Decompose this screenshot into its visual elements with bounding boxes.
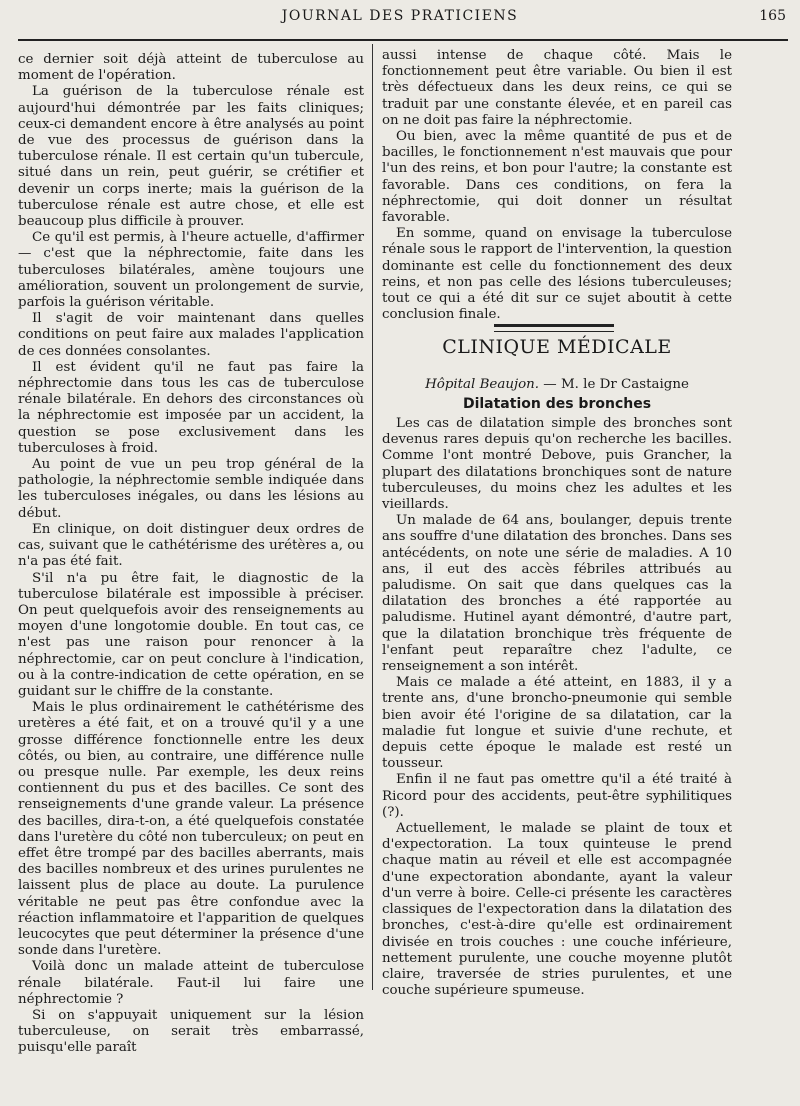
paragraph: Les cas de dilatation simple des bronches sont devenus rares depuis qu'on recherche les bacilles. Comme l'ont montré Debove, puis Grancher, la plupart des dilatations bronchiques sont de nature tuberculeuses, du moins chez les adultes et les vieillards. (382, 416, 732, 513)
paragraph: Mais le plus ordinairement le cathétérisme des uretères a été fait, et on a trouvé qu'il y a une grosse différence fonctionnelle entre les deux côtés, ou bien, au contraire, une différence nulle ou presque nulle. Par exemple, les deux reins contiennent du pus et des bacilles. Ce sont des renseignements d'une grande valeur. La présence des bacilles, dira-t-on, a été quelquefois constatée dans l'uretère du côté non tuberculeux; on peut en effet être trompé par des bacilles aberrants, mais des bacilles nombreux et des urines purulentes ne laissent plus de place au doute. La purulence véritable ne peut pas être confondue avec la réaction inflammatoire et l'apparition de quelques leucocytes que peut déterminer la présence d'une sonde dans l'uretère. (18, 700, 364, 959)
paragraph: Actuellement, le malade se plaint de toux et d'expectoration. La toux quinteuse le prend chaque matin au réveil et elle est accompagnée d'une expectoration abondante, ayant la valeur d'un verre à boire. Celle-ci présente les caractères classiques de l'expectoration dans la dilatation des bronches, c'est-à-dire qu'elle est ordinairement divisée en trois couches : une couche inférieure, nettement purulente, une couche moyenne plutôt claire, traversée de stries purulentes, et une couche supérieure spumeuse. (382, 821, 732, 999)
author: — M. le Dr Castaigne (539, 377, 689, 392)
paragraph: La guérison de la tuberculose rénale est aujourd'hui démontrée par les faits cliniques; ceux-ci demandent encore à être analysés au point de vue des processus de guérison dans la tuberculose rénale. Il est certain qu'un tubercule, situé dans un rein, peut guérir, se crétifier et devenir un corps inerte; mais la guérison de la tuberculose rénale est autre chose, et elle est beaucoup plus difficile à prouver. (18, 84, 364, 230)
running-header (0, 8, 800, 32)
paragraph: Il est évident qu'il ne faut pas faire la néphrectomie dans tous les cas de tuberculose rénale bilatérale. En dehors des circonstances où la néphrectomie est imposée par un accident, la question se pose exclusivement dans les tuberculoses à froid. (18, 359, 364, 456)
column-divider (372, 44, 373, 990)
section-title: CLINIQUE MÉDICALE (442, 336, 672, 358)
left-column (18, 52, 364, 1057)
paragraph: aussi intense de chaque côté. Mais le fonctionnement peut être variable. Ou bien il est très défectueux dans les deux reins, ce qui se traduit par une constante élevée, et en pareil cas on ne doit pas faire la néphrectomie. (382, 48, 732, 128)
header-rule (18, 39, 788, 41)
paragraph: En clinique, on doit distinguer deux ordres de cas, suivant que le cathétérisme des urétères a, ou n'a pas été fait. (18, 521, 364, 570)
right-column-bottom (382, 416, 732, 999)
journal-title: JOURNAL DES PRATICIENS (281, 8, 519, 24)
paragraph: ce dernier soit déjà atteint de tuberculose au moment de l'opération. (18, 52, 364, 84)
paragraph: Enfin il ne faut pas omettre qu'il a été traité à Ricord pour des accidents, peut-être syphilitiques (?). (382, 772, 732, 820)
paragraph: S'il n'a pu être fait, le diagnostic de la tuberculose bilatérale est impossible à préciser. On peut quelquefois avoir des renseignements au moyen d'une longotomie double. En tout cas, ce n'est pas une raison pour renoncer à la néphrectomie, car on peut conclure à l'indication, ou à la contre-indication de cette opération, en se guidant sur le chiffre de la constante. (18, 570, 364, 699)
page-number: 165 (759, 8, 786, 24)
article-title: Dilatation des bronches (462, 396, 652, 412)
paragraph: Si on s'appuyait uniquement sur la lésion tuberculeuse, on serait très embarrassé, puisqu'elle paraît (18, 1007, 364, 1056)
section-divider (494, 324, 614, 332)
paragraph: Ce qu'il est permis, à l'heure actuelle, d'affirmer — c'est que la néphrectomie, faite dans les tuberculoses bilatérales, amène toujours une amélioration, souvent un prolongement de survie, parfois la guérison véritable. (18, 230, 364, 311)
paragraph: Un malade de 64 ans, boulanger, depuis trente ans souffre d'une dilatation des bronches. Dans ses antécédents, on note une série de maladies. A 10 ans, il eut des accès fébriles attribués au paludisme. On sait que dans quelques cas la dilatation des bronches a été rapportée au paludisme. Hutinel ayant démontré, d'autre part, que la dilatation bronchique très fréquente de l'enfant peut reparaître chez l'adulte, ce renseignement a son intérêt. (382, 513, 732, 675)
paragraph: Voilà donc un malade atteint de tuberculose rénale bilatérale. Faut-il lui faire une néphrectomie ? (18, 959, 364, 1007)
paragraph: Il s'agit de voir maintenant dans quelles conditions on peut faire aux malades l'application de ces données consolantes. (18, 311, 364, 359)
paragraph: En somme, quand on envisage la tuberculose rénale sous le rapport de l'intervention, la question dominante est celle du fonctionnement des deux reins, et non pas celle des lésions tuberculeuses; tout ce qui a été dit sur ce sujet aboutit à cette conclusion finale. (382, 226, 732, 323)
paragraph: Mais ce malade a été atteint, en 1883, il y a trente ans, d'une broncho-pneumonie qui semble bien avoir été l'origine de sa dilatation, car la maladie fut longue et suivie d'une rechute, et depuis cette époque le malade est resté un tousseur. (382, 675, 732, 772)
right-column-top (382, 48, 732, 323)
paragraph: Ou bien, avec la même quantité de pus et de bacilles, le fonctionnement n'est mauvais que pour l'un des reins, et bon pour l'autre; la constante est favorable. Dans ces conditions, on fera la néphrectomie, qui doit donner un résultat favorable. (382, 129, 732, 226)
paragraph: Au point de vue un peu trop général de la pathologie, la néphrectomie semble indiquée dans les tuberculoses inégales, ou dans les lésions au début. (18, 457, 364, 521)
hospital-name: Hôpital Beaujon. (425, 377, 540, 392)
byline (382, 377, 732, 392)
